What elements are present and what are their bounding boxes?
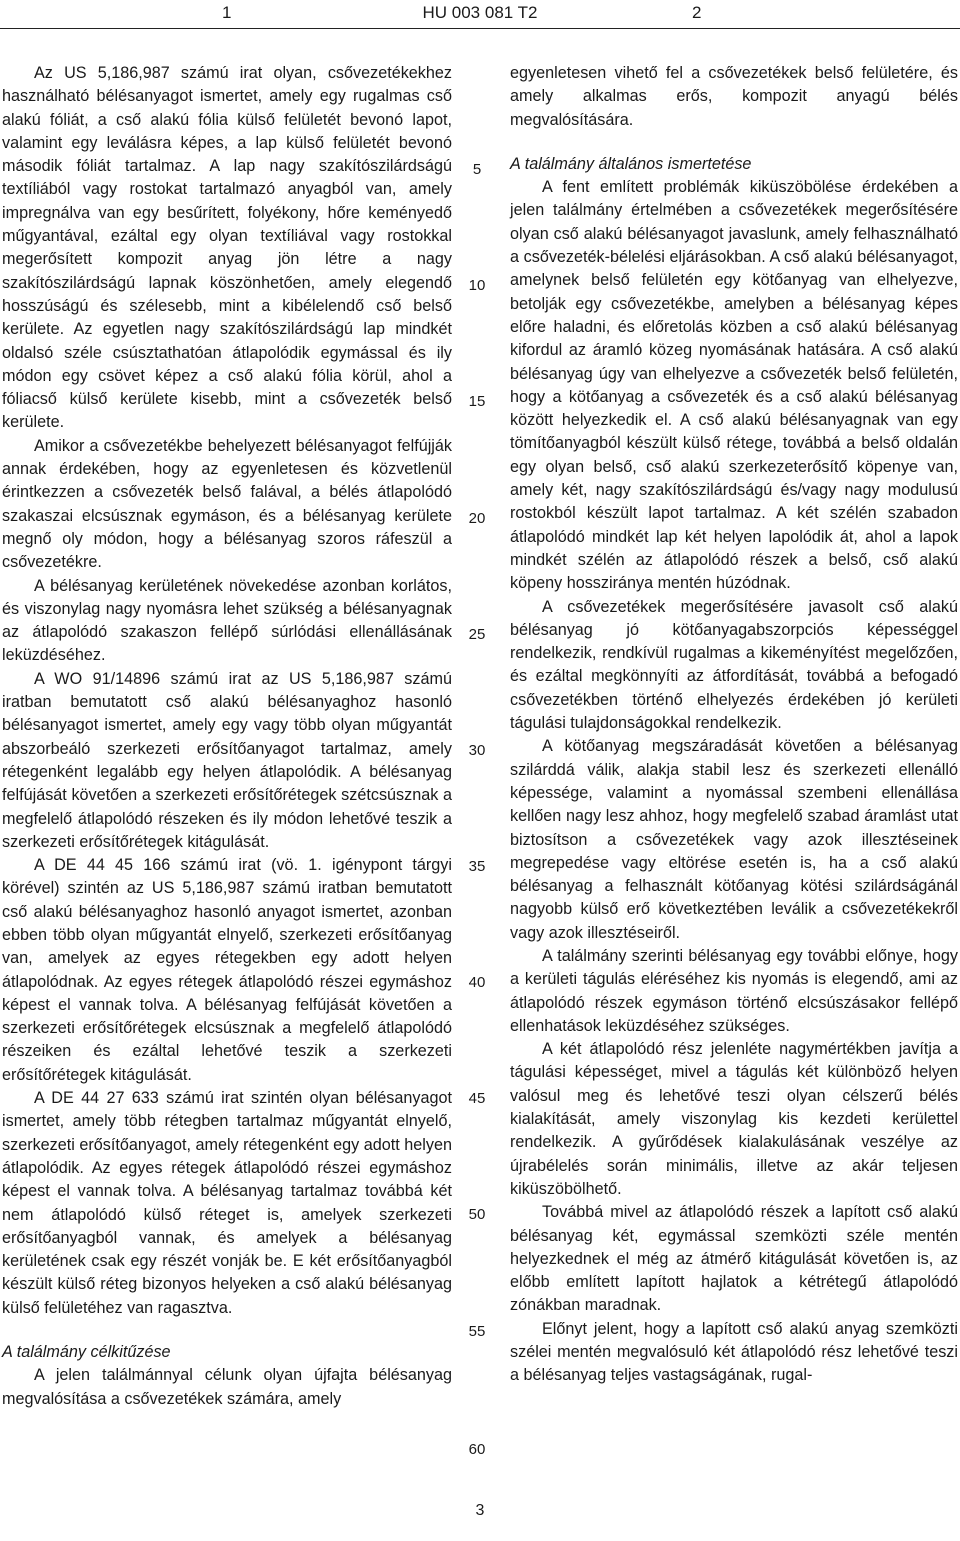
page-header [0,0,960,30]
paragraph: A csővezetékek megerősítésére javasolt cső alakú bélésanyag jó kötőanyagabszorpciós képességgel rendelkezik, rendkívül rugalmas a kikeményítést megelőzően, és ezáltal megkönnyíti az átfordítását, továbbá a befogadó csővezetékben történő elhelyezés érdekében jó kerületi tágulási tulajdonságokkal rendelkezik. [510,597,958,733]
line-number: 50 [468,1206,486,1223]
paragraph: A DE 44 45 166 számú irat (vö. 1. igénypont tárgyi körével) szintén az US 5,186,987 számú iratban bemutatott cső alakú bélésanyaghoz hasonló anyagot ismertet, azonban ebben több olyan műgyantát elnyelő, szerkezeti erősítőanyag van, amelyek az egyes rétegekben egy adott helyen átlapolódnak. Az egyes rétegek átlapolódó részei egymáshoz képest el vannak tolva. A bélésanyag felfújását követően a szerkezeti erősítőrétegek elcsúsznak a megfelelő átlapolódó részeiken és ezáltal lehetővé teszik a szerkezeti erősítőrétegek kitágulását. [2,856,452,1084]
paragraph: A DE 44 27 633 számú irat szintén olyan bélésanyagot ismertet, amely több rétegben tartalmaz műgyantát elnyelő, szerkezeti erősítőanyagot, amely rétegenként egy adott helyen átlapolódik. Az egyes rétegek átlapolódó részei egymáshoz képest el vannak tolva. A bélésanyag tartalmaz továbbá két nem átlapolódó külső réteget is, amelyek szerkezeti erősítőanyagból vannak, és amelyek a bélésanyag kerületének csak egy részét vonják be. E két erősítőanyagból készült külső réteg bizonyos helyeken a cső alakú bélésanyag külső felületéhez van ragasztva. [2,1089,452,1317]
footer-page-number: 3 [475,1502,485,1519]
paragraph: A két átlapolódó rész jelenléte nagymértékben javítja a tágulási képességet, mivel a tágulás két különböző helyen valósul meg és lehetővé teszi olyan célszerű bélés kialakítását, amely viszonylag kis kezdeti kerülettel rendelkezik. A gyűrődések kialakulásának veszélye az újrabélelés során minimális, illetve az akár teljesen kiküszöbölhető. [510,1040,958,1198]
paragraph: Továbbá mivel az átlapolódó részek a lapított cső alakú bélésanyag két, egymással szemközti széle mentén helyezkednek el még az átmérő kitágulását követően is, az előbb említett lapított hajlatok a kétrétegű átlapolódó zónákban maradnak. [510,1203,958,1315]
paragraph: A találmány szerinti bélésanyag egy további előnye, hogy a kerületi tágulás eléréséhez kis nyomás is elegendő, ami az átlapolódó részek egymáson történő elcsúszásakor fellépő ellenhatások leküzdéséhez szükséges. [510,946,958,1035]
paragraph: A bélésanyag kerületének növekedése azonban korlátos, és viszonylag nagy nyomásra lehet szükség a bélésanyagnak az átlapolódó szakaszon fellépő súrlódási ellenállásának leküzdéséhez. [2,576,452,665]
line-number: 30 [468,742,486,759]
header-rule [0,28,960,29]
line-number: 15 [468,393,486,410]
paragraph: A jelen találmánnyal célunk olyan újfajta bélésanyag megvalósítása a csővezetékek számára, amely [2,1366,452,1408]
line-number: 5 [472,161,482,178]
document-number: HU 003 081 T2 [422,3,538,22]
line-number: 25 [468,626,486,643]
line-number: 45 [468,1090,486,1107]
line-number: 35 [468,858,486,875]
paragraph: Előnyt jelent, hogy a lapított cső alakú anyag szemközti szélei mentén megvalósuló két átlapolódó rész lehetővé teszi a bélésanyag teljes vastagságának, rugal- [510,1319,958,1385]
left-column [2,62,452,1411]
line-number: 20 [468,510,486,527]
paragraph: egyenletesen vihető fel a csővezetékek belső felületére, és amely alkalmas erős, kompozit anyagú bélés megvalósítására. [510,64,958,129]
line-number: 60 [468,1441,486,1458]
right-page-number: 2 [692,3,702,22]
line-number: 40 [468,974,486,991]
paragraph: A kötőanyag megszáradását követően a bélésanyag szilárddá válik, alakja stabil lesz és szerkezeti ellenálló képessége, valamint a nyomással szembeni ellenállása kellően nagy lesz ahhoz, hogy megfelelő szabad áramlást utat biztosítson a csővezetékek vagy azok illesztéseinek megrepedése vagy eltörése esetén is, ha a cső alakú bélésanyag a felhasznált kötőanyag kötési szilárdságánál nagyobb külső erő következtében leválik a csővezetékekről vagy azok illesztéseiről. [510,737,958,942]
left-page-number: 1 [222,3,232,22]
section-heading: A találmány célkitűzése [2,1343,171,1362]
paragraph: Az US 5,186,987 számú irat olyan, csővezetékekhez használható bélésanyagot ismertet, amely egy rugalmas cső alakú fóliát, a cső alakú fólia külső felületét bevonó lapot, valamint egy leválásra képes, a lap külső felületét bevonó második fóliát tartalmaz. A lap nagy szakítószilárdságú textíliából vagy rostokat tartalmazó anyagból van, amely impregnálva van egy besűrített, folyékony, hőre keményedő műgyantával, ezáltal egy olyan textíliával vagy rostokkal megerősített kompozit anyag jön létre a nagy szakítószilárdságú lapnak köszönhetően, amely elegendő hosszúságú és szélesebb, mint a kibélelendő cső belső kerülete. Az egyetlen nagy szakítószilárdságú lap mindkét oldalsó széle csúsztathatóan átlapolódik egymással és ily módon egy csövet képez a cső alakú fólia körül, ahol a fóliacső külső kerülete kisebb, mint a csővezeték belső kerülete. [2,64,452,432]
line-number: 55 [468,1323,486,1340]
right-column [510,62,958,1388]
paragraph: A WO 91/14896 számú irat az US 5,186,987 számú iratban bemutatott cső alakú bélésanyaghoz hasonló bélésanyagot ismertet, amely egy vagy több olyan műgyantát abszorbeáló szerkezeti erősítőanyagot tartalmaz, amely rétegenként legalább egy helyen átlapolódik. A bélésanyag felfújását követően a szerkezeti erősítőrétegek szétcsúsznak a megfelelő átlapolódó részeken és ily módon lehetővé teszik a szerkezeti erősítőrétegek kitágulását. [2,669,452,851]
section-heading: A találmány általános ismertetése [510,154,752,173]
paragraph: Amikor a csővezetékbe behelyezett bélésanyagot felfújják annak érdekében, hogy az egyenletesen és közvetlenül érintkezzen a csővezeték belső falával, a bélés átlapolódó szakaszai elcsúsznak egymáson, és a bélésanyag kerülete megnő oly módon, hogy a bélésanyag szoros ráfeszül a csővezetékre. [2,436,452,572]
paragraph: A fent említett problémák kiküszöbölése érdekében a jelen találmány értelmében a csővezetékek megerősítésére olyan cső alakú bélésanyagot javaslunk, amely felhasználható a csővezeték-bélelési eljárásokban. A cső alakú bélésanyagot, amelynek belső felületén egy kötőanyag van elhelyezve, betolják egy csővezetékbe, amelyben a bélésanyag képes előre haladni, és előretolás közben a cső alakú bélésanyag kifordul az áramló közeg nyomásának hatására. A cső alakú bélésanyag úgy van elhelyezve a csővezeték belső felületén, hogy a kötőanyag a csővezeték és a cső alakú bélésanyag között helyezkedik el. A cső alakú bélésanyagnak van egy tömítőanyagból készült külső rétege, továbbá a belső oldalán egy olyan belső, cső alakú szerkezeterősítő köpenye van, amely két, nagy szakítószilárdságú és/vagy nagy modulusú rostokból készült lapot tartalmaz. A két szélén szabadon átlapolódó mindkét lap két helyen lapolódik át, ahol a lapok mindkét szélén az átlapolódó részek a belső, cső alakú köpeny hossziránya mentén húzódnak. [510,178,958,593]
line-number: 10 [468,277,486,294]
